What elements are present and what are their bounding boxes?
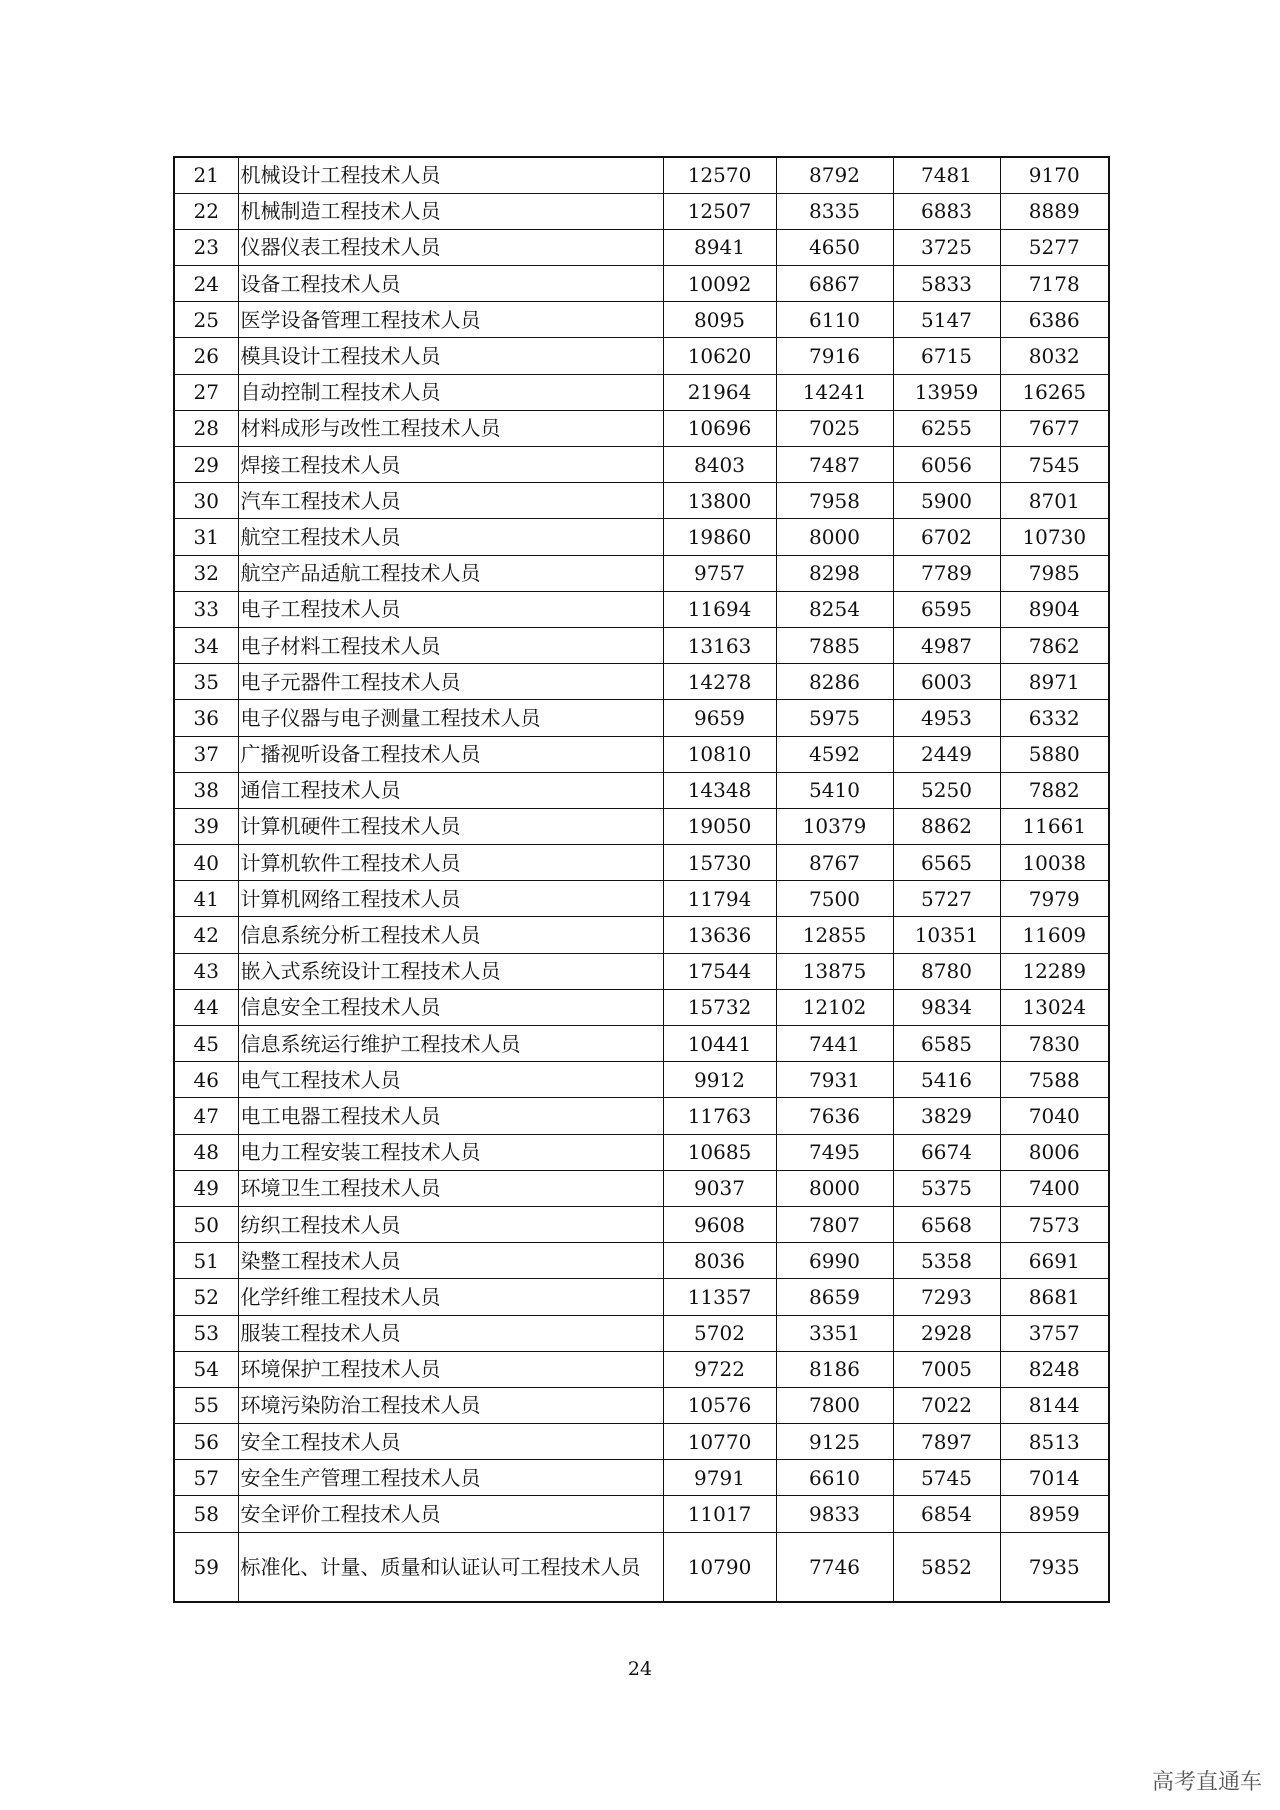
value-cell-2: 7958 [776,483,893,519]
value-cell-2: 8186 [776,1351,893,1387]
row-number-cell: 54 [174,1351,238,1387]
value-cell-1: 12507 [663,193,776,229]
row-number-cell: 57 [174,1460,238,1496]
occupation-name-cell: 电子仪器与电子测量工程技术人员 [238,700,663,736]
value-cell-2: 8254 [776,591,893,627]
value-cell-2: 6867 [776,266,893,302]
value-cell-4: 7862 [1000,627,1109,663]
occupation-name-cell: 计算机硬件工程技术人员 [238,808,663,844]
value-cell-1: 8403 [663,447,776,483]
row-number-cell: 22 [174,193,238,229]
value-cell-2: 5975 [776,700,893,736]
table-row [174,700,1109,736]
occupation-name-cell: 环境卫生工程技术人员 [238,1170,663,1206]
row-number-cell: 43 [174,953,238,989]
value-cell-4: 10730 [1000,519,1109,555]
occupation-name-cell: 染整工程技术人员 [238,1243,663,1279]
table-row [174,302,1109,338]
value-cell-1: 9037 [663,1170,776,1206]
row-number-cell: 26 [174,338,238,374]
value-cell-2: 9833 [776,1496,893,1532]
value-cell-4: 13024 [1000,989,1109,1025]
occupation-name-cell: 航空产品适航工程技术人员 [238,555,663,591]
value-cell-2: 8286 [776,664,893,700]
page-number: 24 [627,1658,653,1680]
value-cell-3: 7005 [893,1351,1000,1387]
table-row [174,881,1109,917]
value-cell-4: 6691 [1000,1243,1109,1279]
occupation-name-cell: 电气工程技术人员 [238,1062,663,1098]
value-cell-3: 6568 [893,1206,1000,1242]
value-cell-1: 9791 [663,1460,776,1496]
table-row [174,1532,1109,1602]
value-cell-2: 7636 [776,1098,893,1134]
occupation-name-cell: 信息系统运行维护工程技术人员 [238,1026,663,1062]
value-cell-4: 11661 [1000,808,1109,844]
table-row [174,1387,1109,1423]
value-cell-4: 6332 [1000,700,1109,736]
value-cell-3: 5250 [893,772,1000,808]
occupation-name-cell: 广播视听设备工程技术人员 [238,736,663,772]
occupation-name-cell: 信息系统分析工程技术人员 [238,917,663,953]
occupation-name-cell: 电子元器件工程技术人员 [238,664,663,700]
occupation-name-cell: 机械设计工程技术人员 [238,157,663,193]
row-number-cell: 23 [174,229,238,265]
table-row [174,1351,1109,1387]
row-number-cell: 58 [174,1496,238,1532]
value-cell-4: 12289 [1000,953,1109,989]
row-number-cell: 35 [174,664,238,700]
occupation-name-cell: 自动控制工程技术人员 [238,374,663,410]
row-number-cell: 32 [174,555,238,591]
table-row [174,157,1109,193]
value-cell-2: 6610 [776,1460,893,1496]
watermark: 高考直通车 [1151,1770,1262,1795]
table-row [174,1460,1109,1496]
value-cell-4: 7014 [1000,1460,1109,1496]
value-cell-1: 14278 [663,664,776,700]
occupation-name-cell: 安全生产管理工程技术人员 [238,1460,663,1496]
value-cell-1: 15730 [663,845,776,881]
salary-table-body [174,157,1109,1602]
value-cell-3: 5852 [893,1532,1000,1602]
value-cell-1: 10810 [663,736,776,772]
value-cell-1: 9757 [663,555,776,591]
row-number-cell: 38 [174,772,238,808]
occupation-name-cell: 嵌入式系统设计工程技术人员 [238,953,663,989]
value-cell-4: 7979 [1000,881,1109,917]
value-cell-1: 5702 [663,1315,776,1351]
value-cell-3: 5833 [893,266,1000,302]
table-row [174,989,1109,1025]
row-number-cell: 47 [174,1098,238,1134]
occupation-name-cell: 计算机软件工程技术人员 [238,845,663,881]
table-row [174,266,1109,302]
row-number-cell: 21 [174,157,238,193]
value-cell-4: 8701 [1000,483,1109,519]
value-cell-2: 8335 [776,193,893,229]
value-cell-3: 6883 [893,193,1000,229]
row-number-cell: 51 [174,1243,238,1279]
value-cell-4: 7677 [1000,410,1109,446]
row-number-cell: 42 [174,917,238,953]
row-number-cell: 27 [174,374,238,410]
value-cell-1: 11017 [663,1496,776,1532]
value-cell-1: 9659 [663,700,776,736]
row-number-cell: 46 [174,1062,238,1098]
value-cell-2: 8792 [776,157,893,193]
value-cell-4: 9170 [1000,157,1109,193]
salary-table [173,156,1110,1603]
value-cell-2: 7495 [776,1134,893,1170]
value-cell-2: 4650 [776,229,893,265]
row-number-cell: 45 [174,1026,238,1062]
value-cell-4: 7545 [1000,447,1109,483]
value-cell-3: 6702 [893,519,1000,555]
row-number-cell: 31 [174,519,238,555]
table-row [174,1243,1109,1279]
value-cell-4: 8971 [1000,664,1109,700]
value-cell-2: 7916 [776,338,893,374]
value-cell-3: 6056 [893,447,1000,483]
occupation-name-cell: 焊接工程技术人员 [238,447,663,483]
occupation-name-cell: 医学设备管理工程技术人员 [238,302,663,338]
value-cell-3: 5727 [893,881,1000,917]
value-cell-4: 11609 [1000,917,1109,953]
value-cell-3: 5416 [893,1062,1000,1098]
value-cell-1: 17544 [663,953,776,989]
value-cell-1: 10441 [663,1026,776,1062]
value-cell-3: 6595 [893,591,1000,627]
value-cell-4: 7985 [1000,555,1109,591]
value-cell-3: 5375 [893,1170,1000,1206]
table-row [174,1062,1109,1098]
value-cell-3: 6674 [893,1134,1000,1170]
value-cell-4: 8904 [1000,591,1109,627]
value-cell-4: 8248 [1000,1351,1109,1387]
value-cell-2: 8659 [776,1279,893,1315]
value-cell-2: 13875 [776,953,893,989]
occupation-name-cell: 标准化、计量、质量和认证认可工程技术人员 [238,1532,663,1602]
value-cell-2: 12102 [776,989,893,1025]
occupation-name-cell: 环境保护工程技术人员 [238,1351,663,1387]
value-cell-4: 8889 [1000,193,1109,229]
occupation-name-cell: 化学纤维工程技术人员 [238,1279,663,1315]
value-cell-3: 7022 [893,1387,1000,1423]
value-cell-1: 11794 [663,881,776,917]
row-number-cell: 37 [174,736,238,772]
row-number-cell: 24 [174,266,238,302]
value-cell-3: 7481 [893,157,1000,193]
occupation-name-cell: 电子工程技术人员 [238,591,663,627]
value-cell-1: 15732 [663,989,776,1025]
value-cell-2: 7800 [776,1387,893,1423]
occupation-name-cell: 通信工程技术人员 [238,772,663,808]
value-cell-4: 16265 [1000,374,1109,410]
occupation-name-cell: 计算机网络工程技术人员 [238,881,663,917]
table-row [174,193,1109,229]
value-cell-3: 10351 [893,917,1000,953]
value-cell-3: 7293 [893,1279,1000,1315]
table-row [174,555,1109,591]
value-cell-4: 8144 [1000,1387,1109,1423]
value-cell-3: 5900 [893,483,1000,519]
table-row [174,483,1109,519]
value-cell-2: 8000 [776,519,893,555]
row-number-cell: 33 [174,591,238,627]
row-number-cell: 48 [174,1134,238,1170]
value-cell-1: 13163 [663,627,776,663]
value-cell-4: 6386 [1000,302,1109,338]
value-cell-4: 7178 [1000,266,1109,302]
value-cell-3: 5745 [893,1460,1000,1496]
table-row [174,519,1109,555]
occupation-name-cell: 信息安全工程技术人员 [238,989,663,1025]
value-cell-1: 13800 [663,483,776,519]
value-cell-1: 10685 [663,1134,776,1170]
value-cell-3: 2449 [893,736,1000,772]
value-cell-4: 8681 [1000,1279,1109,1315]
value-cell-3: 6854 [893,1496,1000,1532]
value-cell-2: 14241 [776,374,893,410]
row-number-cell: 36 [174,700,238,736]
value-cell-2: 7931 [776,1062,893,1098]
value-cell-3: 13959 [893,374,1000,410]
occupation-name-cell: 环境污染防治工程技术人员 [238,1387,663,1423]
value-cell-1: 10576 [663,1387,776,1423]
row-number-cell: 50 [174,1206,238,1242]
value-cell-3: 4953 [893,700,1000,736]
table-row [174,664,1109,700]
row-number-cell: 59 [174,1532,238,1602]
value-cell-4: 8006 [1000,1134,1109,1170]
value-cell-1: 19050 [663,808,776,844]
value-cell-3: 3829 [893,1098,1000,1134]
table-row [174,447,1109,483]
table-row [174,1496,1109,1532]
value-cell-4: 10038 [1000,845,1109,881]
value-cell-3: 5147 [893,302,1000,338]
value-cell-4: 7830 [1000,1026,1109,1062]
occupation-name-cell: 设备工程技术人员 [238,266,663,302]
value-cell-3: 6565 [893,845,1000,881]
value-cell-2: 7441 [776,1026,893,1062]
value-cell-3: 8780 [893,953,1000,989]
value-cell-1: 9912 [663,1062,776,1098]
value-cell-3: 9834 [893,989,1000,1025]
occupation-name-cell: 电子材料工程技术人员 [238,627,663,663]
value-cell-1: 12570 [663,157,776,193]
value-cell-4: 7573 [1000,1206,1109,1242]
value-cell-3: 6585 [893,1026,1000,1062]
value-cell-2: 9125 [776,1424,893,1460]
value-cell-3: 7897 [893,1424,1000,1460]
occupation-name-cell: 安全工程技术人员 [238,1424,663,1460]
value-cell-1: 13636 [663,917,776,953]
table-row [174,1170,1109,1206]
value-cell-1: 9608 [663,1206,776,1242]
table-row [174,1098,1109,1134]
value-cell-1: 10620 [663,338,776,374]
value-cell-3: 3725 [893,229,1000,265]
row-number-cell: 28 [174,410,238,446]
value-cell-1: 11357 [663,1279,776,1315]
value-cell-1: 8036 [663,1243,776,1279]
value-cell-3: 5358 [893,1243,1000,1279]
value-cell-2: 7500 [776,881,893,917]
row-number-cell: 25 [174,302,238,338]
table-row [174,374,1109,410]
value-cell-4: 7882 [1000,772,1109,808]
table-row [174,953,1109,989]
row-number-cell: 53 [174,1315,238,1351]
value-cell-2: 7885 [776,627,893,663]
value-cell-1: 8095 [663,302,776,338]
value-cell-4: 7400 [1000,1170,1109,1206]
value-cell-1: 14348 [663,772,776,808]
value-cell-4: 3757 [1000,1315,1109,1351]
value-cell-1: 10696 [663,410,776,446]
value-cell-4: 5880 [1000,736,1109,772]
value-cell-4: 7588 [1000,1062,1109,1098]
row-number-cell: 34 [174,627,238,663]
value-cell-2: 8298 [776,555,893,591]
occupation-name-cell: 模具设计工程技术人员 [238,338,663,374]
value-cell-1: 8941 [663,229,776,265]
value-cell-3: 2928 [893,1315,1000,1351]
table-row [174,808,1109,844]
occupation-name-cell: 材料成形与改性工程技术人员 [238,410,663,446]
row-number-cell: 29 [174,447,238,483]
occupation-name-cell: 纺织工程技术人员 [238,1206,663,1242]
value-cell-1: 10770 [663,1424,776,1460]
occupation-name-cell: 航空工程技术人员 [238,519,663,555]
value-cell-1: 9722 [663,1351,776,1387]
occupation-name-cell: 机械制造工程技术人员 [238,193,663,229]
value-cell-3: 7789 [893,555,1000,591]
table-row [174,1134,1109,1170]
table-row [174,917,1109,953]
value-cell-2: 12855 [776,917,893,953]
table-row [174,1424,1109,1460]
value-cell-3: 6255 [893,410,1000,446]
row-number-cell: 56 [174,1424,238,1460]
row-number-cell: 52 [174,1279,238,1315]
occupation-name-cell: 仪器仪表工程技术人员 [238,229,663,265]
value-cell-1: 11763 [663,1098,776,1134]
value-cell-4: 8513 [1000,1424,1109,1460]
value-cell-2: 7807 [776,1206,893,1242]
value-cell-4: 8032 [1000,338,1109,374]
occupation-name-cell: 安全评价工程技术人员 [238,1496,663,1532]
value-cell-4: 5277 [1000,229,1109,265]
value-cell-3: 4987 [893,627,1000,663]
row-number-cell: 44 [174,989,238,1025]
value-cell-2: 7746 [776,1532,893,1602]
row-number-cell: 40 [174,845,238,881]
value-cell-4: 8959 [1000,1496,1109,1532]
table-row [174,1315,1109,1351]
value-cell-2: 8767 [776,845,893,881]
row-number-cell: 30 [174,483,238,519]
row-number-cell: 39 [174,808,238,844]
value-cell-3: 6003 [893,664,1000,700]
table-row [174,229,1109,265]
value-cell-2: 7487 [776,447,893,483]
value-cell-2: 6990 [776,1243,893,1279]
table-row [174,772,1109,808]
row-number-cell: 55 [174,1387,238,1423]
value-cell-2: 7025 [776,410,893,446]
value-cell-1: 21964 [663,374,776,410]
value-cell-1: 10092 [663,266,776,302]
table-row [174,1026,1109,1062]
row-number-cell: 49 [174,1170,238,1206]
value-cell-4: 7935 [1000,1532,1109,1602]
value-cell-3: 8862 [893,808,1000,844]
value-cell-2: 8000 [776,1170,893,1206]
value-cell-1: 19860 [663,519,776,555]
value-cell-2: 3351 [776,1315,893,1351]
occupation-name-cell: 电工电器工程技术人员 [238,1098,663,1134]
table-row [174,591,1109,627]
value-cell-3: 6715 [893,338,1000,374]
table-row [174,1206,1109,1242]
value-cell-1: 11694 [663,591,776,627]
value-cell-2: 4592 [776,736,893,772]
occupation-name-cell: 服装工程技术人员 [238,1315,663,1351]
table-row [174,845,1109,881]
value-cell-2: 10379 [776,808,893,844]
table-row [174,338,1109,374]
table-row [174,1279,1109,1315]
occupation-name-cell: 汽车工程技术人员 [238,483,663,519]
table-row [174,627,1109,663]
value-cell-2: 5410 [776,772,893,808]
row-number-cell: 41 [174,881,238,917]
occupation-name-cell: 电力工程安装工程技术人员 [238,1134,663,1170]
value-cell-4: 7040 [1000,1098,1109,1134]
table-row [174,410,1109,446]
value-cell-1: 10790 [663,1532,776,1602]
table-row [174,736,1109,772]
value-cell-2: 6110 [776,302,893,338]
